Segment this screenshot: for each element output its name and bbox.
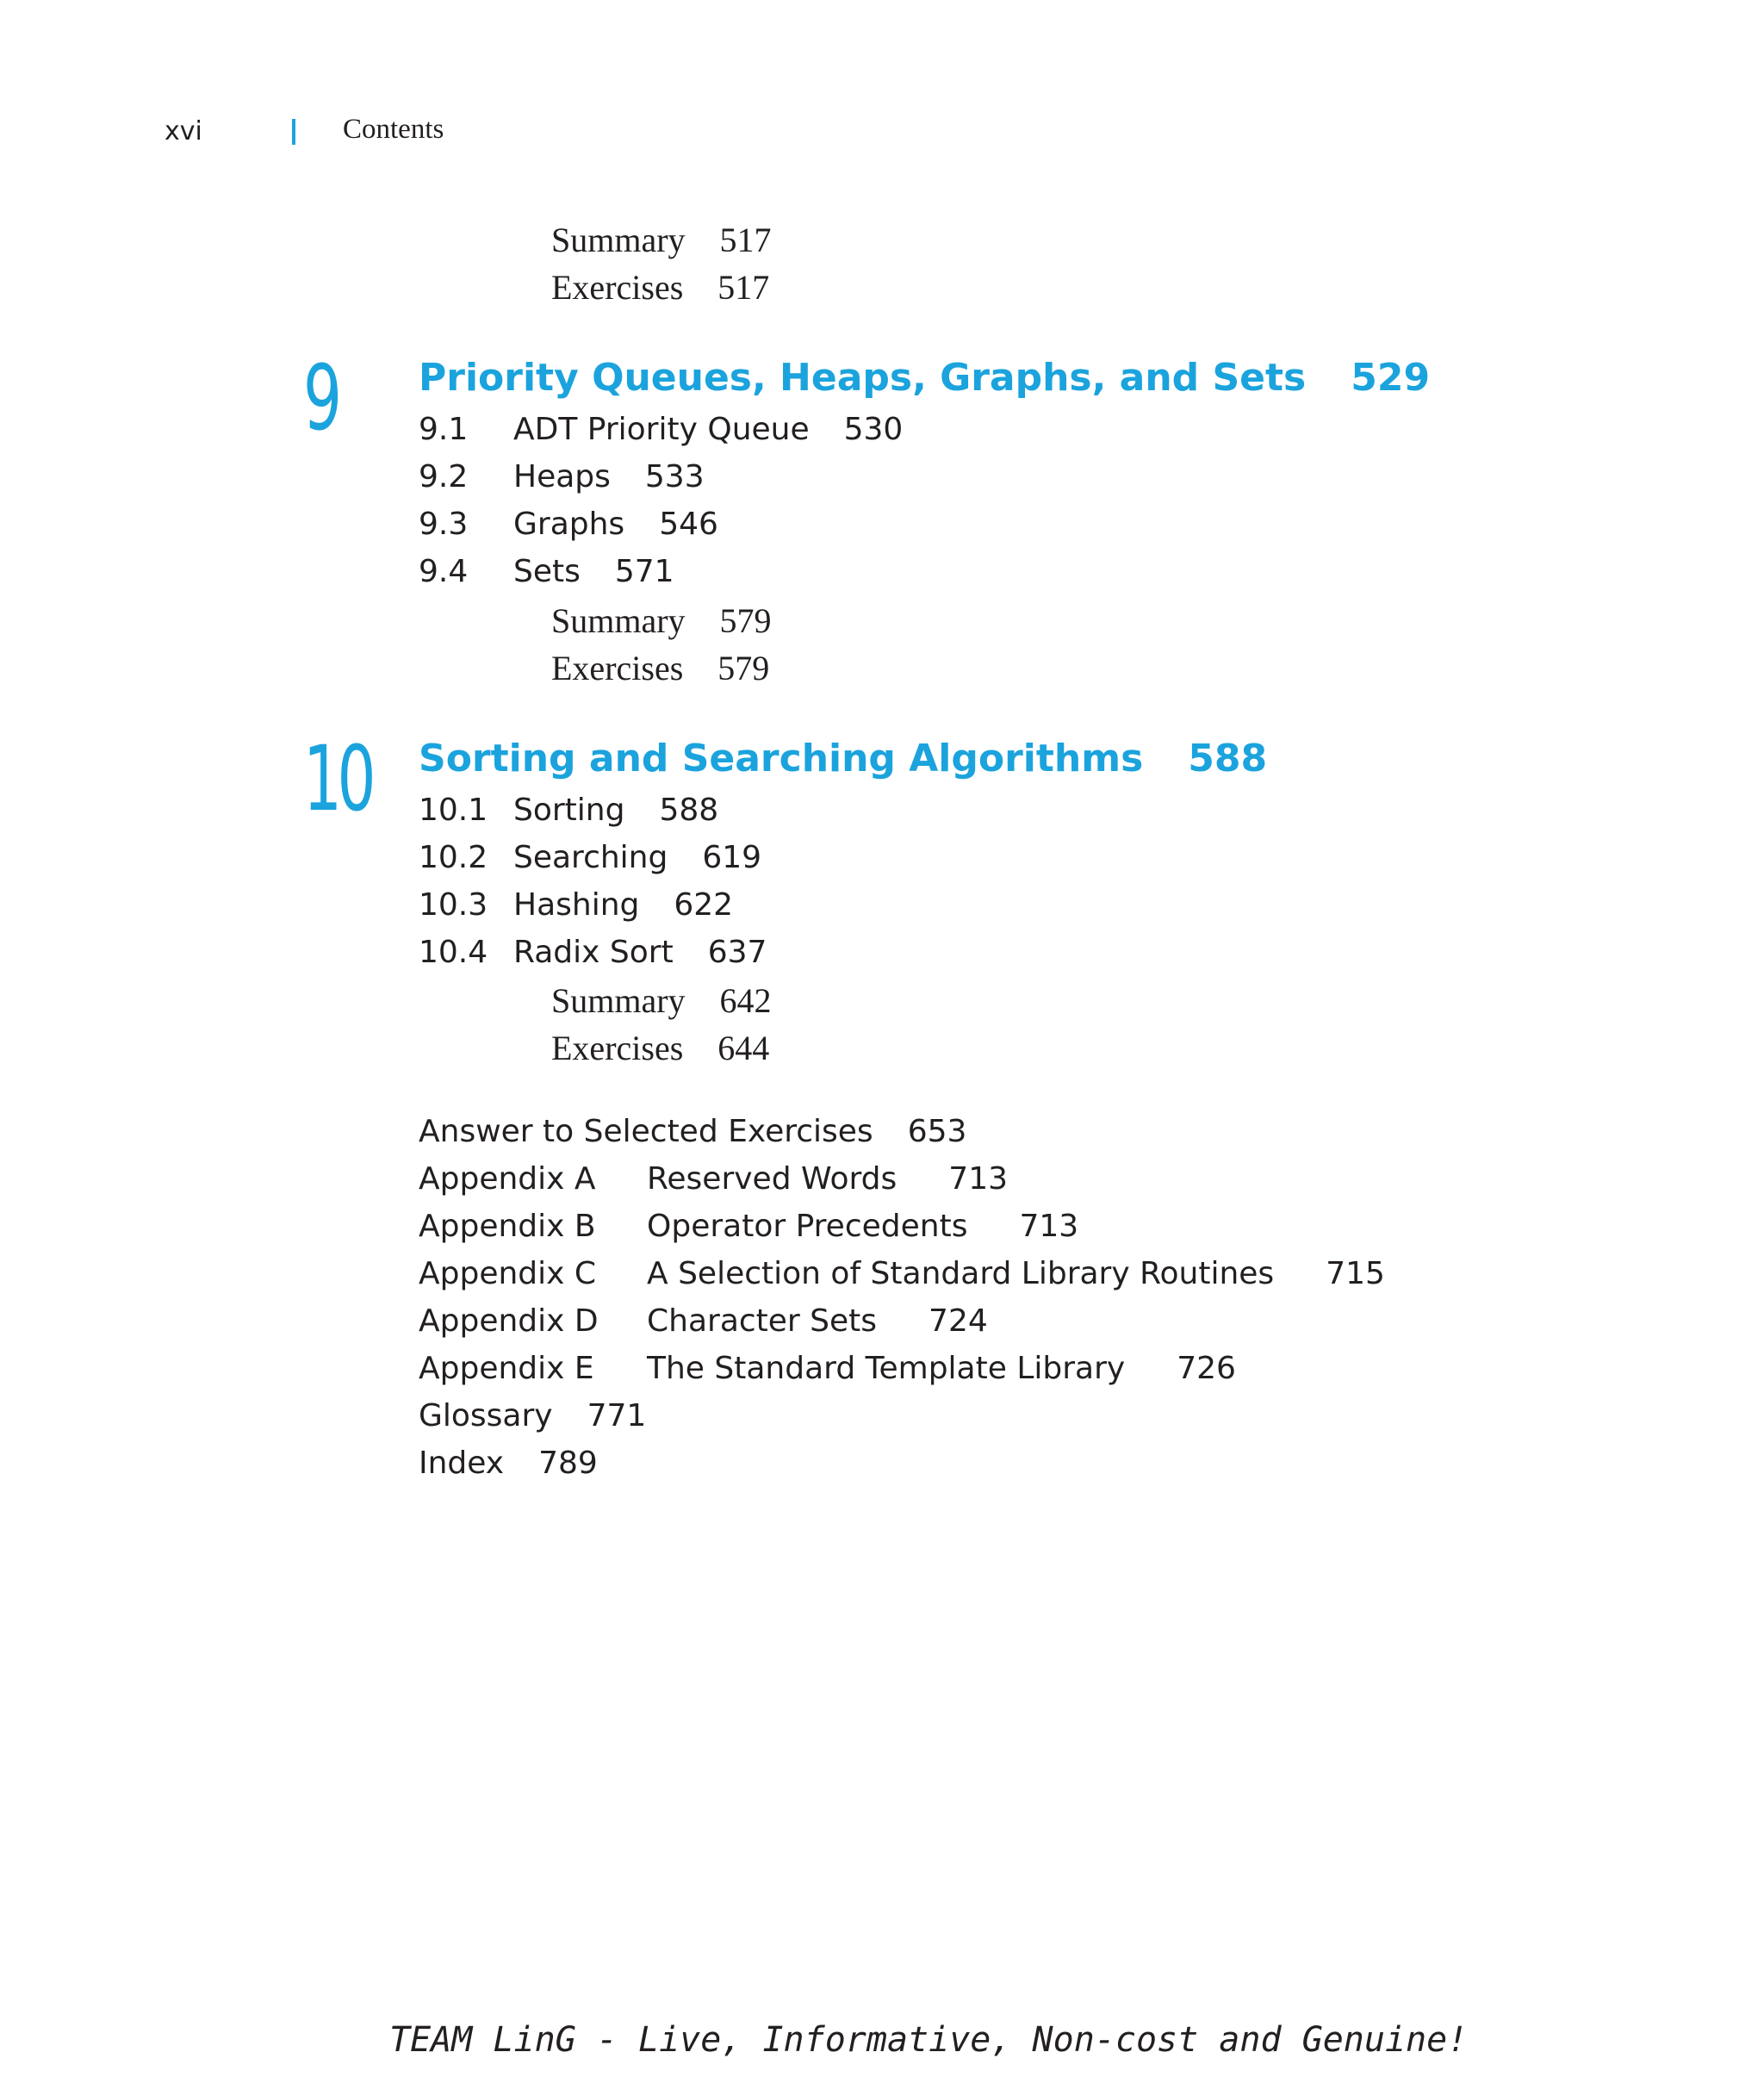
toc-entry-summary[interactable]: [551, 600, 772, 641]
toc-entry-summary[interactable]: [551, 220, 772, 260]
toc-section[interactable]: [419, 412, 903, 447]
entry-label: Summary: [551, 221, 686, 259]
entry-label: Exercises: [551, 1029, 684, 1067]
chapter-page: 588: [1188, 737, 1268, 780]
section-title: Heaps: [513, 459, 611, 494]
section-page: 571: [614, 554, 674, 589]
chapter-title-text: Priority Queues, Heaps, Graphs, and Sets: [419, 356, 1307, 400]
toc-entry-appendix-b[interactable]: [419, 1209, 1078, 1244]
appendix-title: The Standard Template Library: [647, 1351, 1126, 1386]
page-folio: xvi: [165, 116, 202, 146]
section-page: 533: [644, 459, 705, 494]
section-number: 10.2: [419, 840, 488, 875]
section-title: Sorting: [513, 793, 625, 828]
toc-entry-answers[interactable]: [419, 1114, 966, 1149]
entry-label: Index: [419, 1446, 505, 1481]
appendix-label: Appendix D: [419, 1303, 599, 1339]
chapter-number: 9: [303, 345, 338, 451]
section-number: 9.2: [419, 459, 469, 494]
section-page: 622: [674, 887, 734, 923]
toc-entry-appendix-c[interactable]: [419, 1256, 1385, 1291]
toc-section[interactable]: [419, 840, 761, 875]
entry-label: Exercises: [551, 649, 684, 687]
section-page: 619: [702, 840, 762, 875]
header-divider: [292, 119, 295, 145]
appendix-label: Appendix E: [419, 1351, 594, 1386]
appendix-page: 713: [948, 1161, 1009, 1197]
section-number: 10.4: [419, 935, 488, 970]
chapter-title[interactable]: [419, 737, 1267, 780]
entry-label: Glossary: [419, 1398, 553, 1433]
section-page: 530: [843, 412, 904, 447]
appendix-page: 715: [1326, 1256, 1385, 1291]
footer-watermark: TEAM LinG - Live, Informative, Non-cost and Genuine!: [389, 2020, 1469, 2060]
section-page: 546: [659, 507, 718, 542]
toc-section[interactable]: [419, 935, 767, 970]
chapter-page: 529: [1351, 356, 1431, 400]
section-title: Searching: [513, 840, 668, 875]
toc-entry-appendix-a[interactable]: [419, 1161, 1008, 1197]
toc-section[interactable]: [419, 887, 733, 923]
toc-section[interactable]: [419, 554, 674, 589]
section-number: 10.3: [419, 887, 488, 923]
appendix-page: 726: [1177, 1351, 1236, 1386]
section-title: Radix Sort: [513, 935, 674, 970]
toc-entry-index[interactable]: [419, 1446, 598, 1481]
section-title: ADT Priority Queue: [513, 412, 810, 447]
entry-page: 642: [719, 981, 772, 1020]
entry-page: 579: [719, 601, 772, 640]
chapter-title-text: Sorting and Searching Algorithms: [419, 737, 1144, 780]
appendix-title: A Selection of Standard Library Routines: [647, 1256, 1275, 1291]
toc-section[interactable]: [419, 793, 718, 828]
toc-entry-summary[interactable]: [551, 980, 772, 1021]
section-title: Sets: [513, 554, 581, 589]
toc-entry-glossary[interactable]: [419, 1398, 646, 1433]
appendix-title: Character Sets: [647, 1303, 878, 1339]
entry-page: 644: [717, 1029, 770, 1067]
entry-page: 653: [907, 1114, 967, 1149]
section-page: 637: [707, 935, 767, 970]
appendix-page: 724: [929, 1303, 988, 1339]
section-title: Hashing: [513, 887, 640, 923]
toc-section[interactable]: [419, 507, 718, 542]
appendix-page: 713: [1019, 1209, 1079, 1244]
entry-label: Answer to Selected Exercises: [419, 1114, 873, 1149]
section-number: 9.4: [419, 554, 469, 589]
appendix-title: Reserved Words: [647, 1161, 898, 1197]
entry-page: 517: [717, 268, 770, 307]
chapter-title[interactable]: [419, 356, 1430, 400]
toc-entry-appendix-d[interactable]: [419, 1303, 988, 1339]
entry-page: 771: [587, 1398, 647, 1433]
entry-page: 789: [538, 1446, 598, 1481]
entry-page: 579: [717, 649, 770, 687]
appendix-label: Appendix C: [419, 1256, 597, 1291]
toc-entry-appendix-e[interactable]: [419, 1351, 1236, 1386]
entry-label: Summary: [551, 981, 686, 1020]
appendix-label: Appendix A: [419, 1161, 596, 1197]
section-number: 10.1: [419, 793, 488, 828]
toc-section[interactable]: [419, 459, 705, 494]
appendix-label: Appendix B: [419, 1209, 596, 1244]
appendix-title: Operator Precedents: [647, 1209, 968, 1244]
chapter-number: 10: [303, 726, 372, 831]
section-page: 588: [659, 793, 719, 828]
entry-label: Summary: [551, 601, 686, 640]
toc-entry-exercises[interactable]: [551, 1028, 769, 1068]
running-header-title: Contents: [343, 114, 444, 145]
entry-page: 517: [719, 221, 772, 259]
section-title: Graphs: [513, 507, 625, 542]
section-number: 9.3: [419, 507, 469, 542]
toc-entry-exercises[interactable]: [551, 267, 769, 308]
toc-entry-exercises[interactable]: [551, 648, 769, 688]
section-number: 9.1: [419, 412, 469, 447]
entry-label: Exercises: [551, 268, 684, 307]
